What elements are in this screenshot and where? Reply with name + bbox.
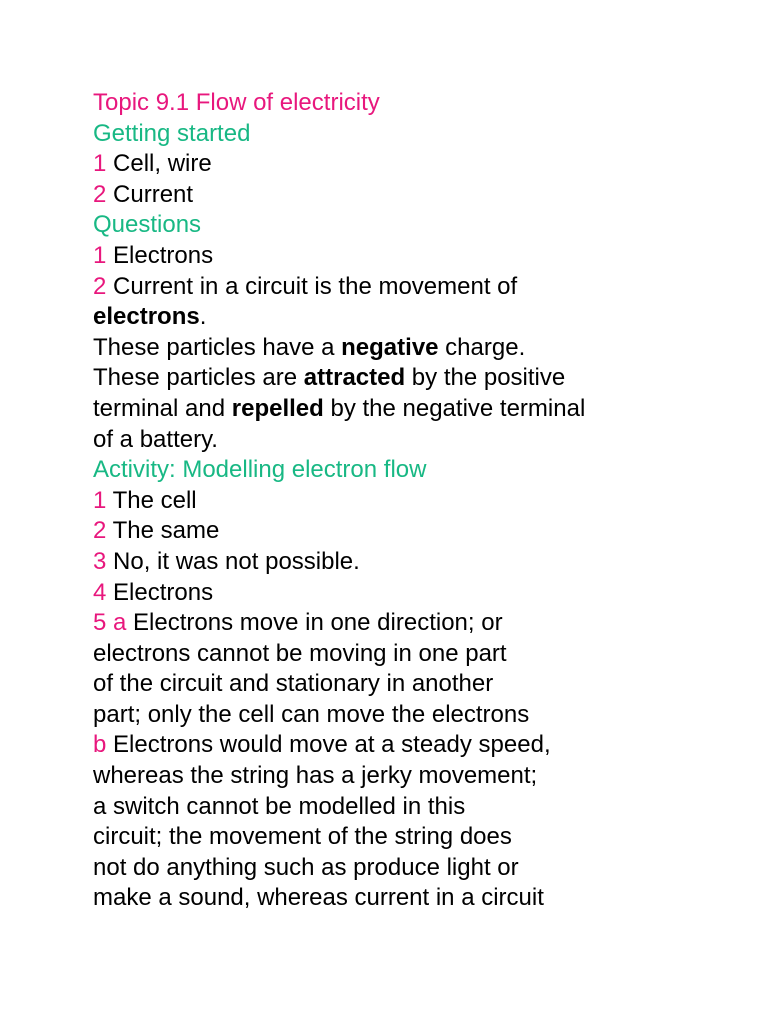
item-text: Cell, wire	[106, 150, 212, 178]
answer-line: of a battery.	[93, 425, 218, 453]
question-item	[93, 241, 753, 272]
item-text: Electrons	[106, 578, 214, 606]
activity-heading: Activity: Modelling electron flow	[93, 456, 427, 484]
item-text: Current in a circuit is the movement of	[106, 272, 518, 300]
topic-title: Topic 9.1 Flow of electricity	[93, 89, 380, 116]
item-text: The same	[106, 517, 220, 545]
activity-item	[93, 547, 753, 578]
answer-line: a switch cannot be modelled in this	[93, 792, 466, 820]
document-page	[93, 88, 753, 914]
item-text: Electrons	[106, 241, 214, 269]
answer-line: not do anything such as produce light or	[93, 853, 519, 881]
activity-item	[93, 516, 753, 547]
item-text: Electrons move in one direction; or	[126, 609, 503, 637]
item-number: 1	[93, 486, 107, 514]
item-number: 3	[93, 547, 107, 575]
item-number: 2	[93, 517, 107, 545]
bold-term: negative	[341, 333, 439, 361]
activity-item	[93, 486, 753, 517]
item-text: Current	[106, 180, 194, 208]
answer-line: These particles have a negative charge.	[93, 333, 526, 361]
item-number: 2	[93, 180, 107, 208]
bold-term: attracted	[303, 364, 406, 392]
questions-heading: Questions	[93, 211, 202, 239]
item-number: 5 a	[93, 609, 127, 637]
bold-term: electrons	[93, 303, 200, 331]
answer-line: part; only the cell can move the electrons	[93, 700, 530, 728]
item-text: The cell	[106, 486, 197, 514]
answer-line: circuit; the movement of the string does	[93, 823, 512, 851]
answer-line: electrons.	[93, 303, 207, 331]
item-text: Electrons would move at a steady speed,	[106, 731, 551, 759]
item-number: 4	[93, 578, 107, 606]
item-number: 1	[93, 150, 107, 178]
answer-line: of the circuit and stationary in another	[93, 670, 494, 698]
getting-started-item	[93, 149, 753, 180]
getting-started-item	[93, 180, 753, 211]
item-number: 2	[93, 272, 107, 300]
answer-line: These particles are attracted by the positive	[93, 364, 566, 392]
answer-line: terminal and repelled by the negative terminal	[93, 394, 586, 422]
answer-line: electrons cannot be moving in one part	[93, 639, 507, 667]
answer-line: make a sound, whereas current in a circuit	[93, 884, 544, 912]
question-item	[93, 272, 753, 303]
item-number: 1	[93, 241, 107, 269]
item-text: No, it was not possible.	[106, 547, 360, 575]
activity-item	[93, 578, 753, 609]
answer-line: whereas the string has a jerky movement;	[93, 762, 538, 790]
activity-item-5a	[93, 608, 753, 639]
bold-term: repelled	[231, 394, 324, 422]
getting-started-heading: Getting started	[93, 119, 251, 147]
activity-item-5b	[93, 730, 753, 761]
item-number: b	[93, 731, 107, 759]
